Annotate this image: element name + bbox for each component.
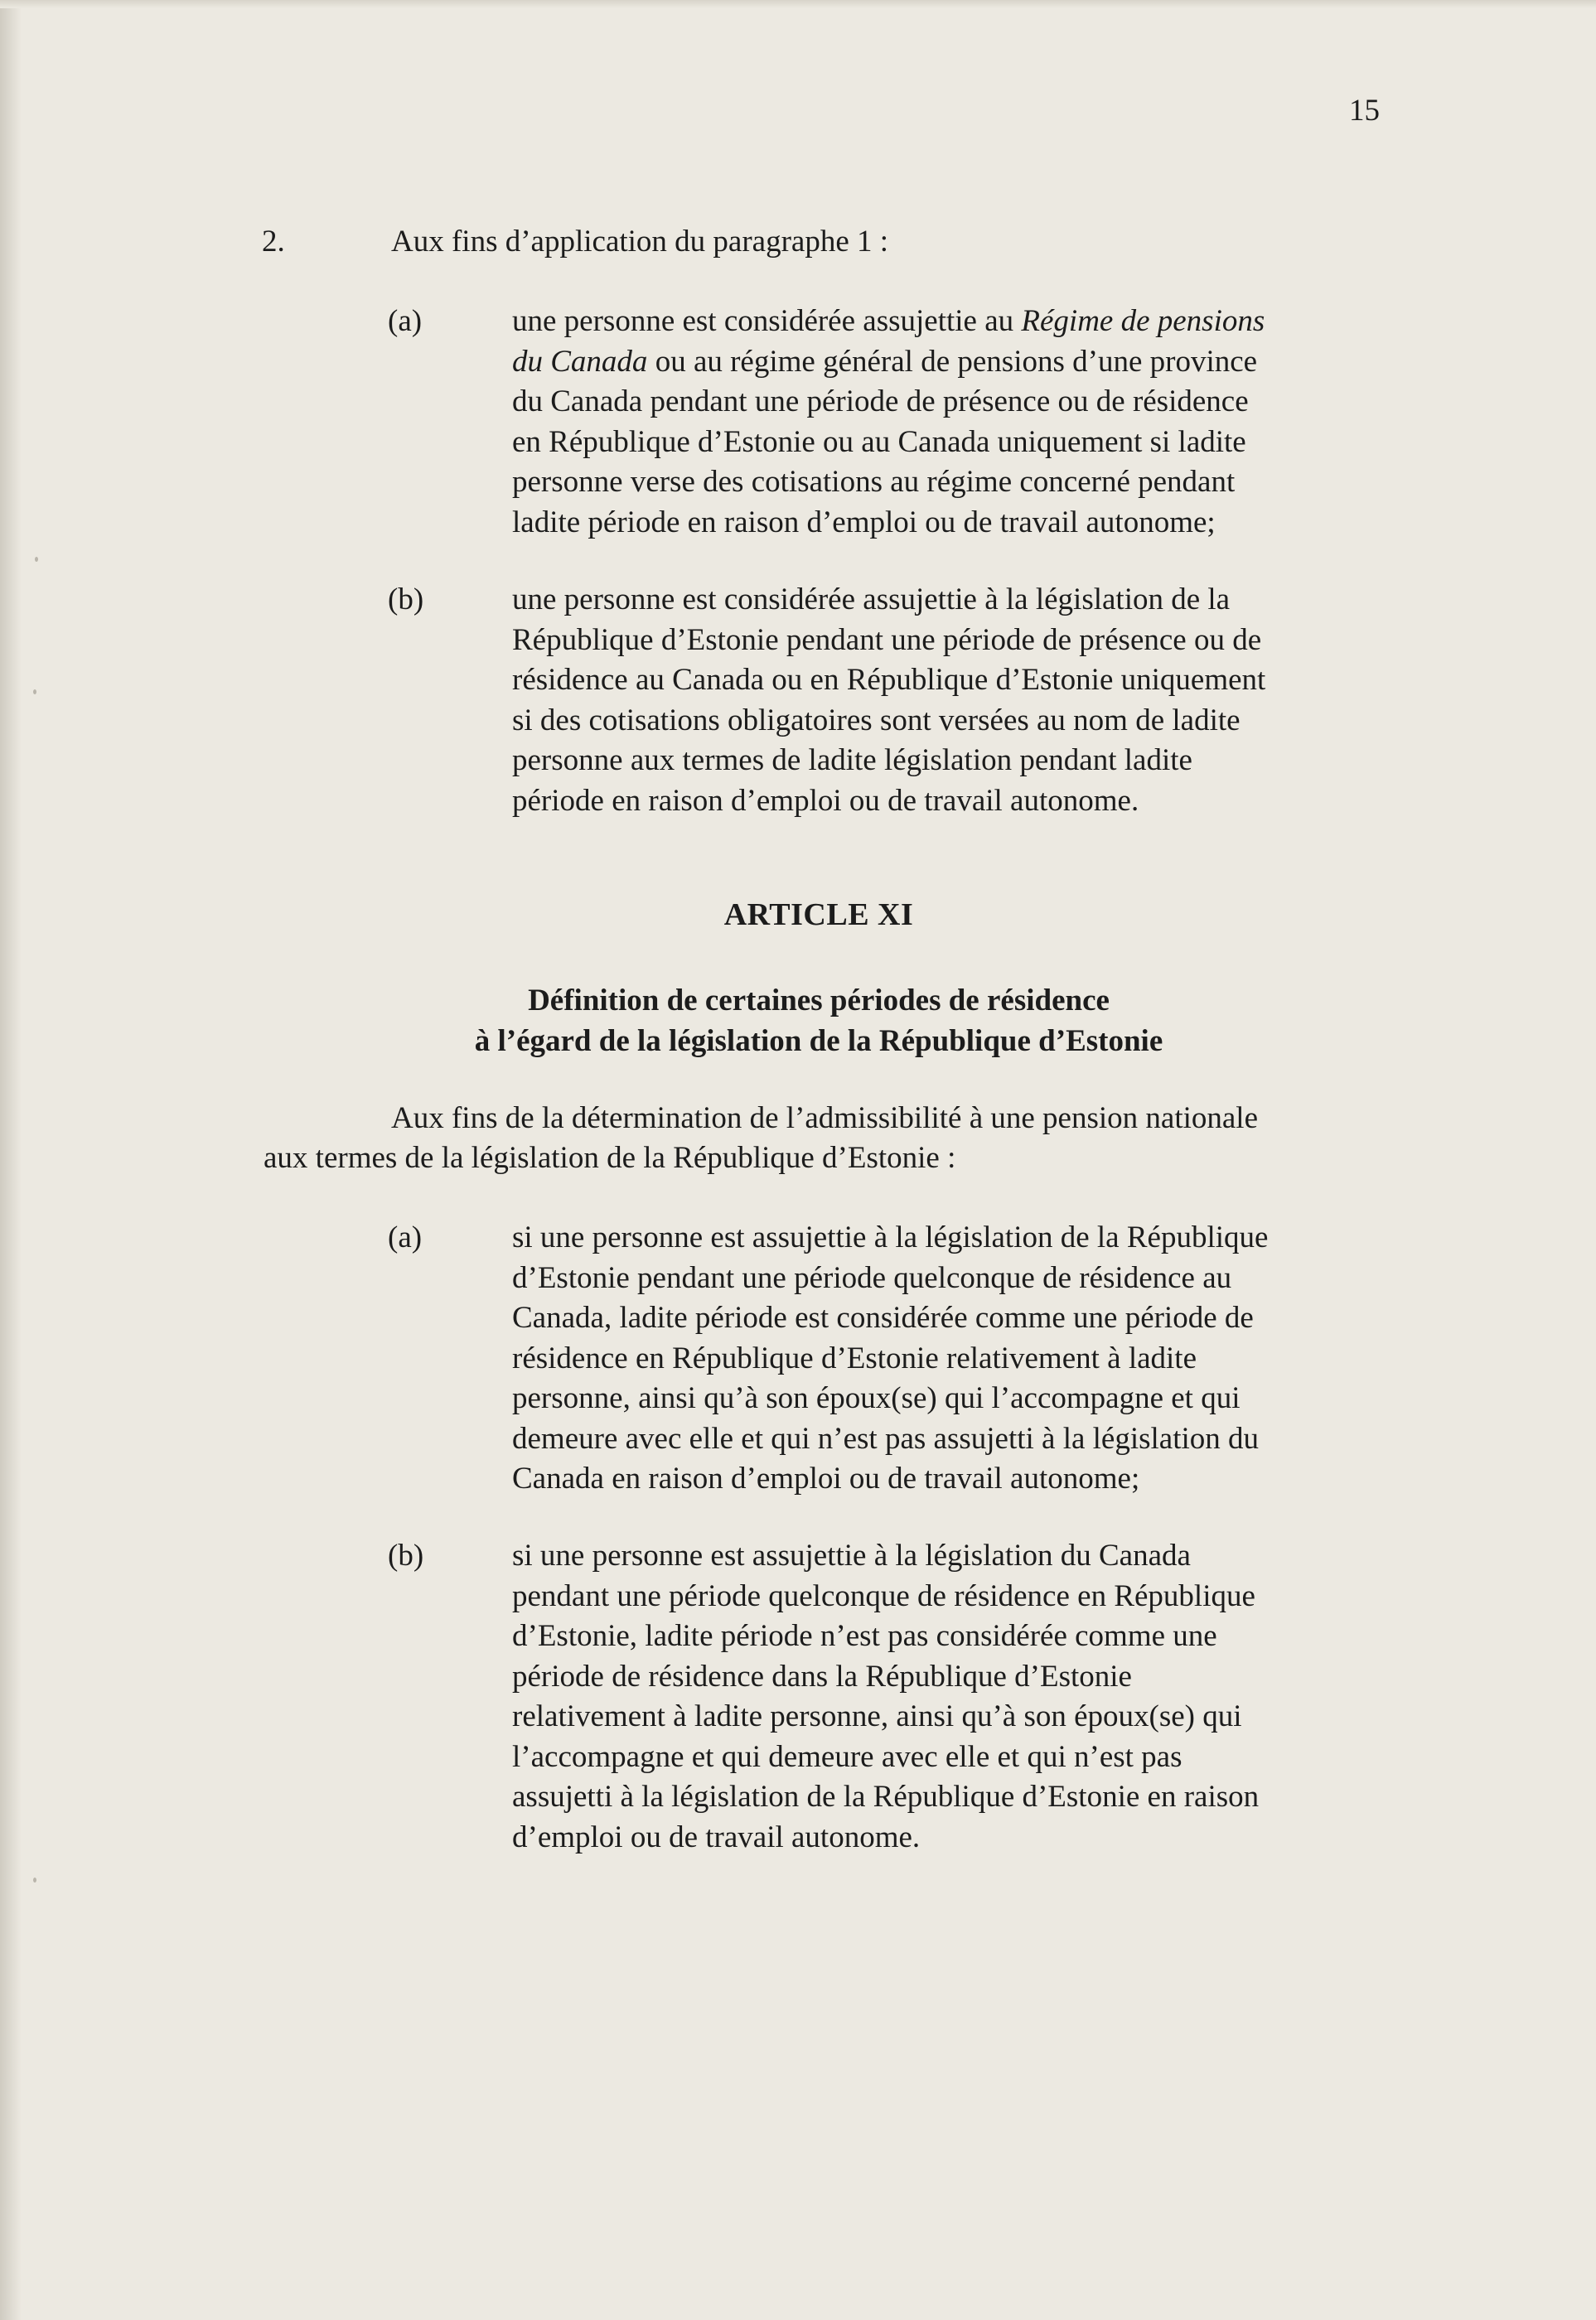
item-line: assujetti à la législation de la République d’Estonie en raison (512, 1780, 1260, 1814)
item-line: d’emploi ou de travail autonome. (512, 1820, 921, 1854)
subheading-line: Définition de certaines périodes de résidence (528, 984, 1110, 1017)
scan-speck (33, 689, 36, 694)
item-label-a: (a) (388, 304, 423, 338)
scan-speck (35, 557, 38, 562)
item-line: relativement à ladite personne, ainsi qu’à son époux(se) qui (512, 1699, 1242, 1733)
page-number: 15 (1349, 94, 1380, 128)
item-line: période en raison d’emploi ou de travail autonome. (512, 783, 1139, 818)
item-line: Canada, ladite période est considérée comme une période de (512, 1301, 1254, 1335)
item-label-b: (b) (388, 582, 424, 616)
article-item-label-b: (b) (388, 1539, 424, 1573)
article-heading: ARTICLE XI (723, 897, 914, 932)
article-intro-line: Aux fins de la détermination de l’admissibilité à une pension nationale (391, 1101, 1259, 1135)
item-line: pendant une période quelconque de résidence en République (512, 1578, 1255, 1613)
item-line: résidence en République d’Estonie relativement à ladite (512, 1341, 1197, 1375)
item-line: en République d’Estonie ou au Canada uniquement si ladite (512, 424, 1246, 459)
item-text-b (512, 580, 1374, 821)
page-top-edge (0, 0, 1596, 8)
item-line: d’Estonie, ladite période n’est pas considérée comme une (512, 1619, 1217, 1653)
item-line: d’Estonie pendant une période quelconque de résidence au (512, 1260, 1232, 1295)
article-intro-line: aux termes de la législation de la République d’Estonie : (264, 1141, 956, 1175)
item-line: République d’Estonie pendant une période de présence ou de (512, 622, 1262, 657)
article-subheading (262, 981, 1376, 1061)
article-item-text-a (512, 1218, 1374, 1500)
paragraph-intro: Aux fins d’application du paragraphe 1 : (391, 225, 889, 259)
text-run: une personne est considérée assujettie au (512, 304, 1022, 338)
item-line: période de résidence dans la République d’Estonie (512, 1659, 1132, 1694)
item-line: si une personne est assujettie à la législation du Canada (512, 1539, 1191, 1573)
scan-speck (33, 1878, 36, 1883)
item-text-a (512, 302, 1374, 543)
item-line: Canada en raison d’emploi ou de travail autonome; (512, 1462, 1140, 1496)
item-line: si des cotisations obligatoires sont versées au nom de ladite (512, 703, 1241, 737)
item-line: personne verse des cotisations au régime concerné pendant (512, 465, 1236, 499)
item-line: personne aux termes de ladite législation pendant ladite (512, 743, 1192, 777)
item-line (512, 342, 1374, 383)
page-edge-shadow (0, 0, 22, 2320)
item-line: résidence au Canada ou en République d’Estonie uniquement (512, 663, 1266, 697)
text-run: ou au régime général de pensions d’une province (647, 344, 1258, 379)
article-item-label-a: (a) (388, 1220, 423, 1254)
paragraph-number: 2. (262, 225, 285, 259)
subheading-line: à l’égard de la législation de la République d’Estonie (474, 1023, 1163, 1058)
italic-title: du Canada (512, 344, 648, 379)
item-line: l’accompagne et qui demeure avec elle et qui n’est pas (512, 1739, 1182, 1774)
item-line: ladite période en raison d’emploi ou de travail autonome; (512, 505, 1216, 539)
italic-title: Régime de pensions (1021, 304, 1265, 338)
item-line: du Canada pendant une période de présence ou de résidence (512, 384, 1249, 418)
item-line: demeure avec elle et qui n’est pas assujetti à la législation du (512, 1421, 1260, 1456)
item-line (512, 302, 1374, 342)
article-item-text-b (512, 1536, 1374, 1858)
item-line: si une personne est assujettie à la législation de la République (512, 1220, 1269, 1254)
item-line: personne, ainsi qu’à son époux(se) qui l’accompagne et qui (512, 1381, 1241, 1415)
item-line: une personne est considérée assujettie à la législation de la (512, 582, 1231, 616)
